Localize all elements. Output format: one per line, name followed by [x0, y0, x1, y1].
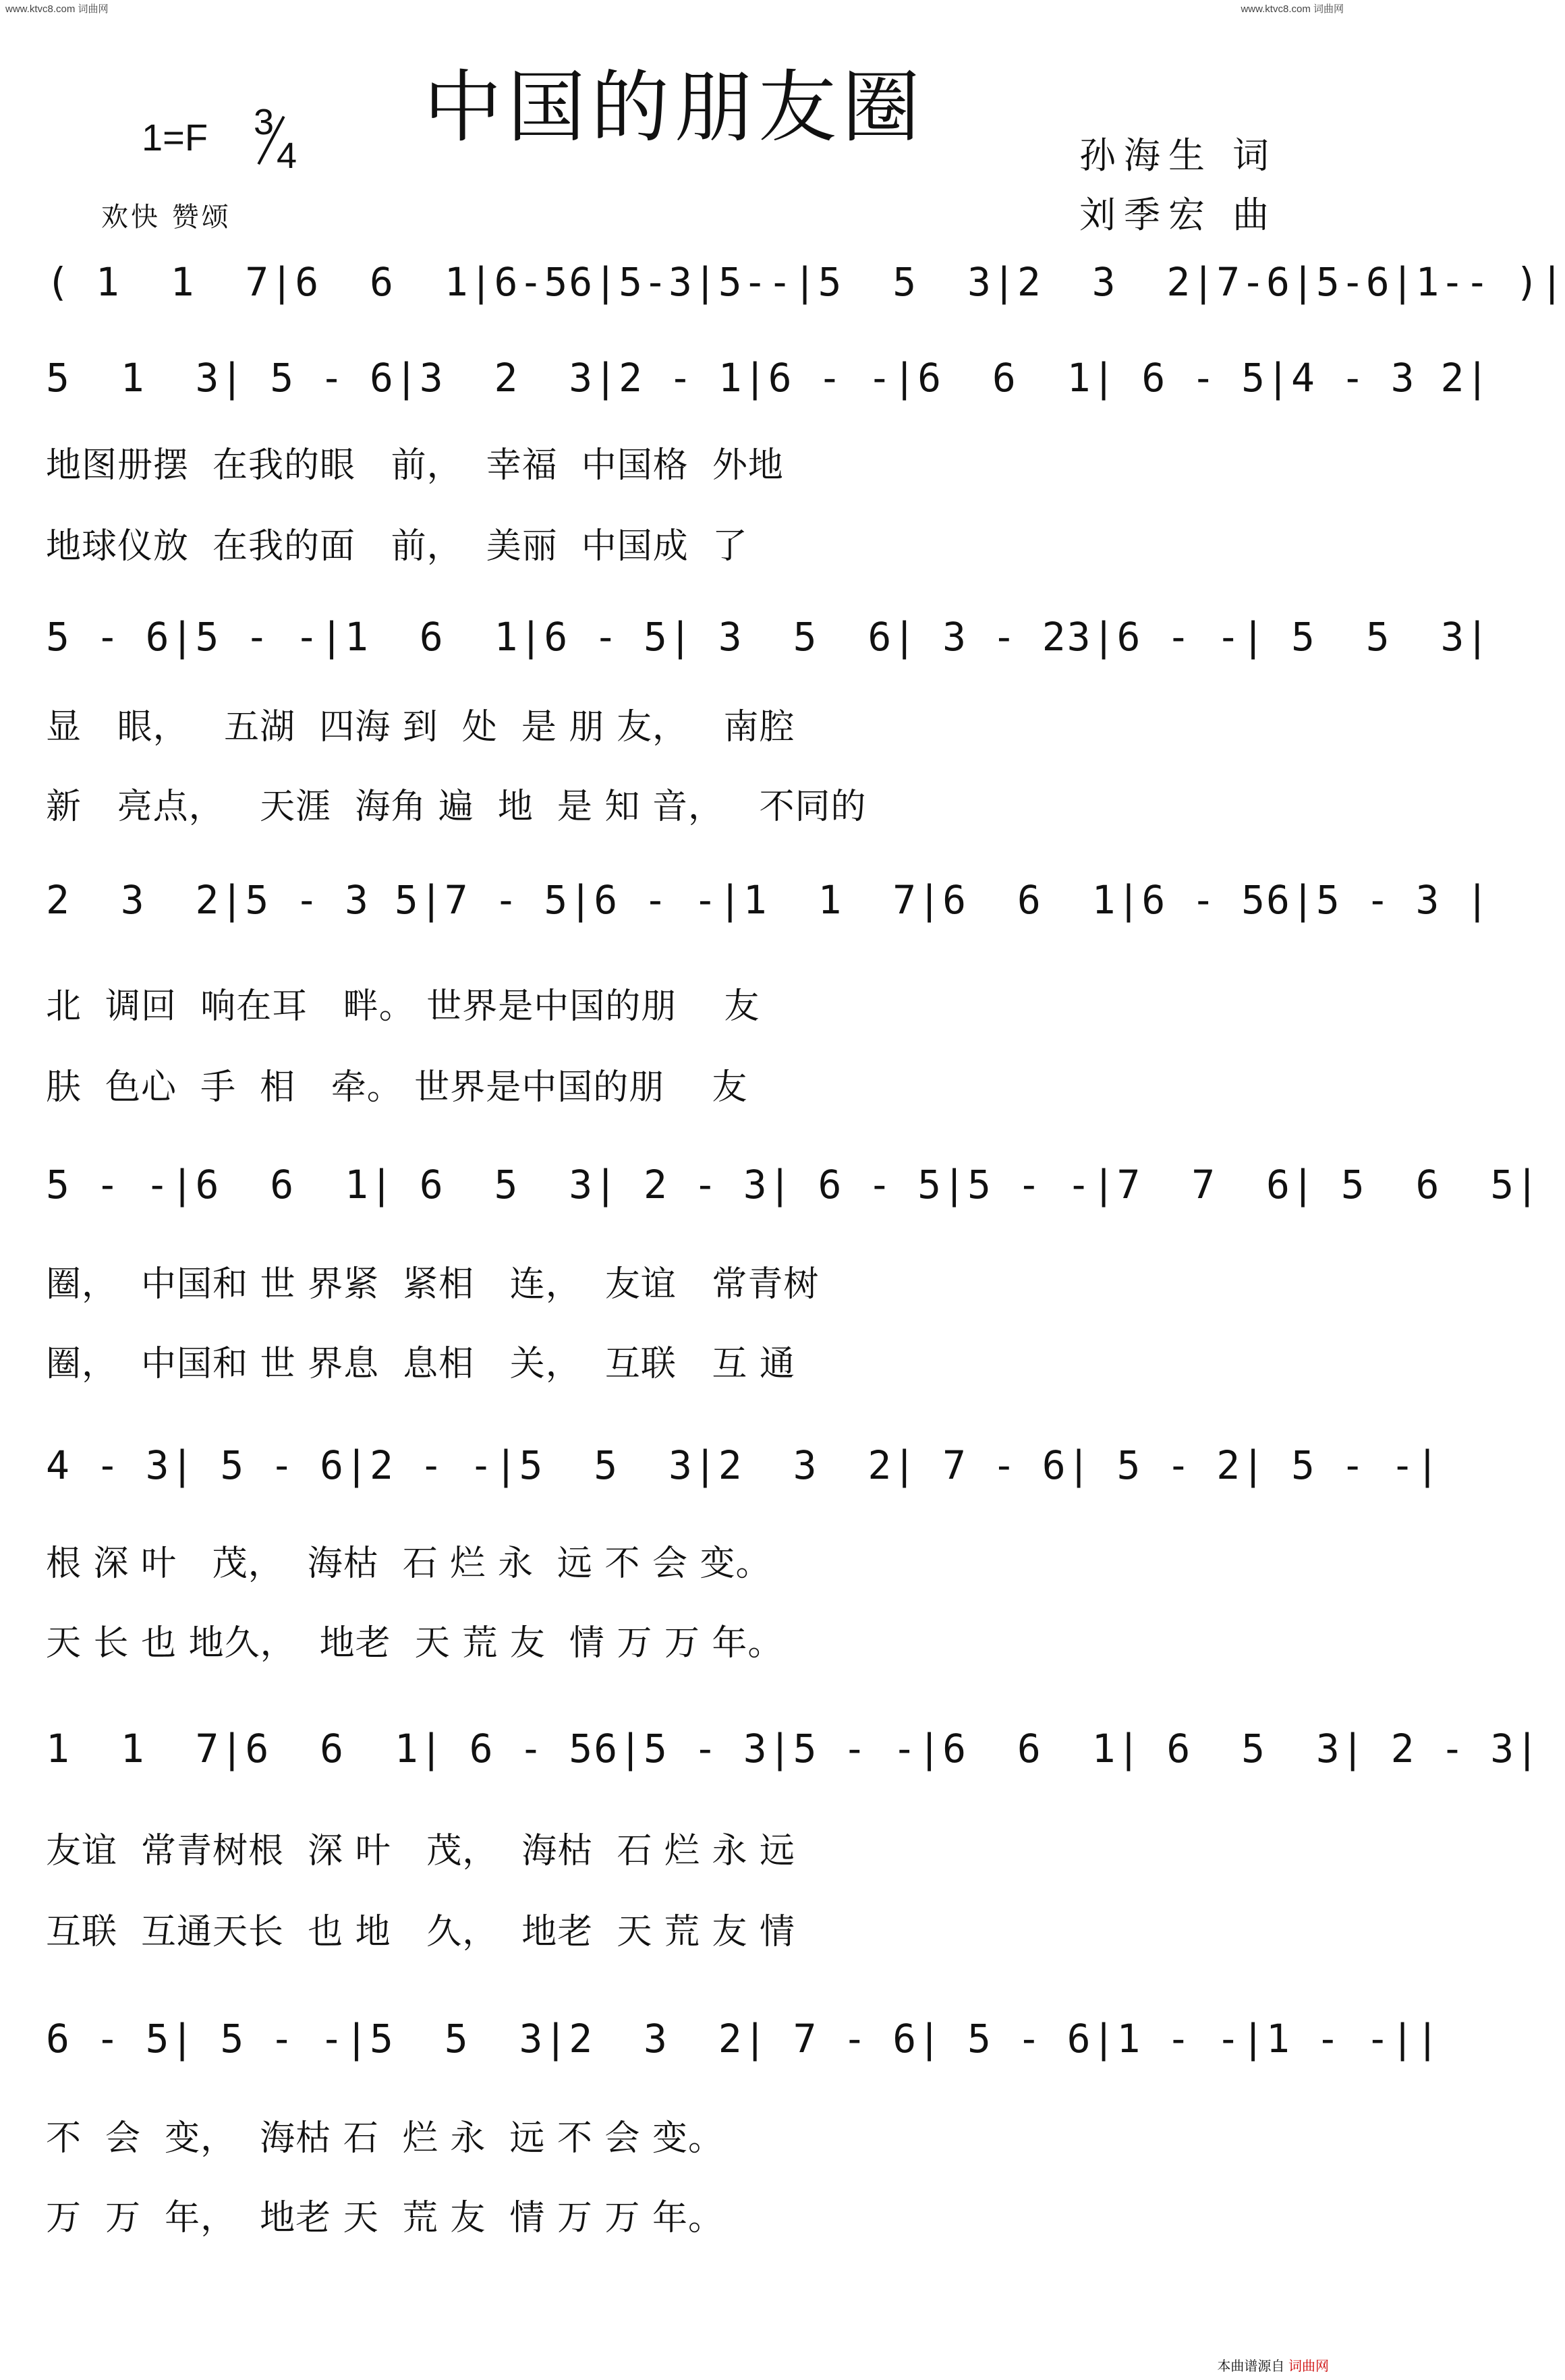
notation-line: 2 3 2|5 - 3 5|7 - 5|6 - -|1 1 7|6 6 1|6 - 56|5 - 3 |	[46, 877, 1491, 923]
lyric-verse-1: 显 眼， 五湖 四海 到 处 是 朋 友， 南腔	[46, 707, 795, 747]
lyricist-credit: 孙海生 词	[1079, 134, 1278, 177]
lyric-verse-2: 互联 互通天长 也 地 久， 地老 天 荒 友 情	[46, 1912, 795, 1952]
lyric-verse-1: 北 调回 响在耳 畔。 世界是中国的朋 友	[46, 986, 760, 1027]
lyric-verse-2: 肤 色心 手 相 牵。 世界是中国的朋 友	[46, 1067, 748, 1108]
lyric-verse-1: 友谊 常青树根 深 叶 茂， 海枯 石 烂 永 远	[46, 1831, 795, 1871]
time-signature-denominator: 4	[277, 136, 297, 176]
footer-label: 本曲谱源自	[1217, 2359, 1285, 2374]
notation-line: ( 1 1 7|6 6 1|6-56|5-3|5--|5 5 3|2 3 2|7-6|5-6|1-- )|	[46, 259, 1565, 305]
lyric-verse-2: 圈， 中国和 世 界息 息相 关， 互联 互 通	[46, 1344, 795, 1384]
footer-brand: 词曲网	[1288, 2359, 1329, 2374]
notation-line: 4 - 3| 5 - 6|2 - -|5 5 3|2 3 2| 7 - 6| 5 - 2| 5 - -|	[46, 1442, 1441, 1488]
site-watermark-left: www.ktvc8.com 词曲网	[5, 3, 109, 15]
lyric-verse-1: 圈， 中国和 世 界紧 紧相 连， 友谊 常青树	[46, 1264, 820, 1305]
notation-line: 5 - -|6 6 1| 6 5 3| 2 - 3| 6 - 5|5 - -|7 7 6| 5 6 5|	[46, 1162, 1541, 1208]
tempo-marking: 欢快 赞颂	[101, 202, 231, 233]
time-signature-numerator: 3	[254, 102, 275, 142]
lyric-verse-1: 地图册摆 在我的眼 前， 幸福 中国格 外地	[46, 445, 784, 486]
notation-line: 5 1 3| 5 - 6|3 2 3|2 - 1|6 - -|6 6 1| 6 - 5|4 - 3 2|	[46, 355, 1491, 401]
lyric-verse-2: 天 长 也 地久， 地老 天 荒 友 情 万 万 年。	[46, 1623, 784, 1664]
notation-line: 1 1 7|6 6 1| 6 - 56|5 - 3|5 - -|6 6 1| 6 5 3| 2 - 3|	[46, 1726, 1541, 1772]
key-signature: 1=F	[142, 116, 208, 159]
page-title: 中国的朋友圈	[424, 62, 926, 153]
notation-line: 5 - 6|5 - -|1 6 1|6 - 5| 3 5 6| 3 - 23|6 - -| 5 5 3|	[46, 614, 1491, 660]
lyric-verse-1: 根 深 叶 茂， 海枯 石 烂 永 远 不 会 变。	[46, 1543, 772, 1584]
lyric-verse-2: 万 万 年， 地老 天 荒 友 情 万 万 年。	[46, 2198, 724, 2238]
site-watermark-right: www.ktvc8.com 词曲网	[1241, 3, 1344, 15]
footer-source	[1217, 2355, 1329, 2375]
lyric-verse-1: 不 会 变， 海枯 石 烂 永 远 不 会 变。	[46, 2118, 724, 2159]
lyric-verse-2: 地球仪放 在我的面 前， 美丽 中国成 了	[46, 526, 748, 567]
notation-line: 6 - 5| 5 - -|5 5 3|2 3 2| 7 - 6| 5 - 6|1 - -|1 - -||	[46, 2016, 1441, 2062]
lyric-verse-2: 新 亮点， 天涯 海角 遍 地 是 知 音， 不同的	[46, 787, 867, 827]
composer-credit: 刘季宏 曲	[1079, 194, 1278, 236]
